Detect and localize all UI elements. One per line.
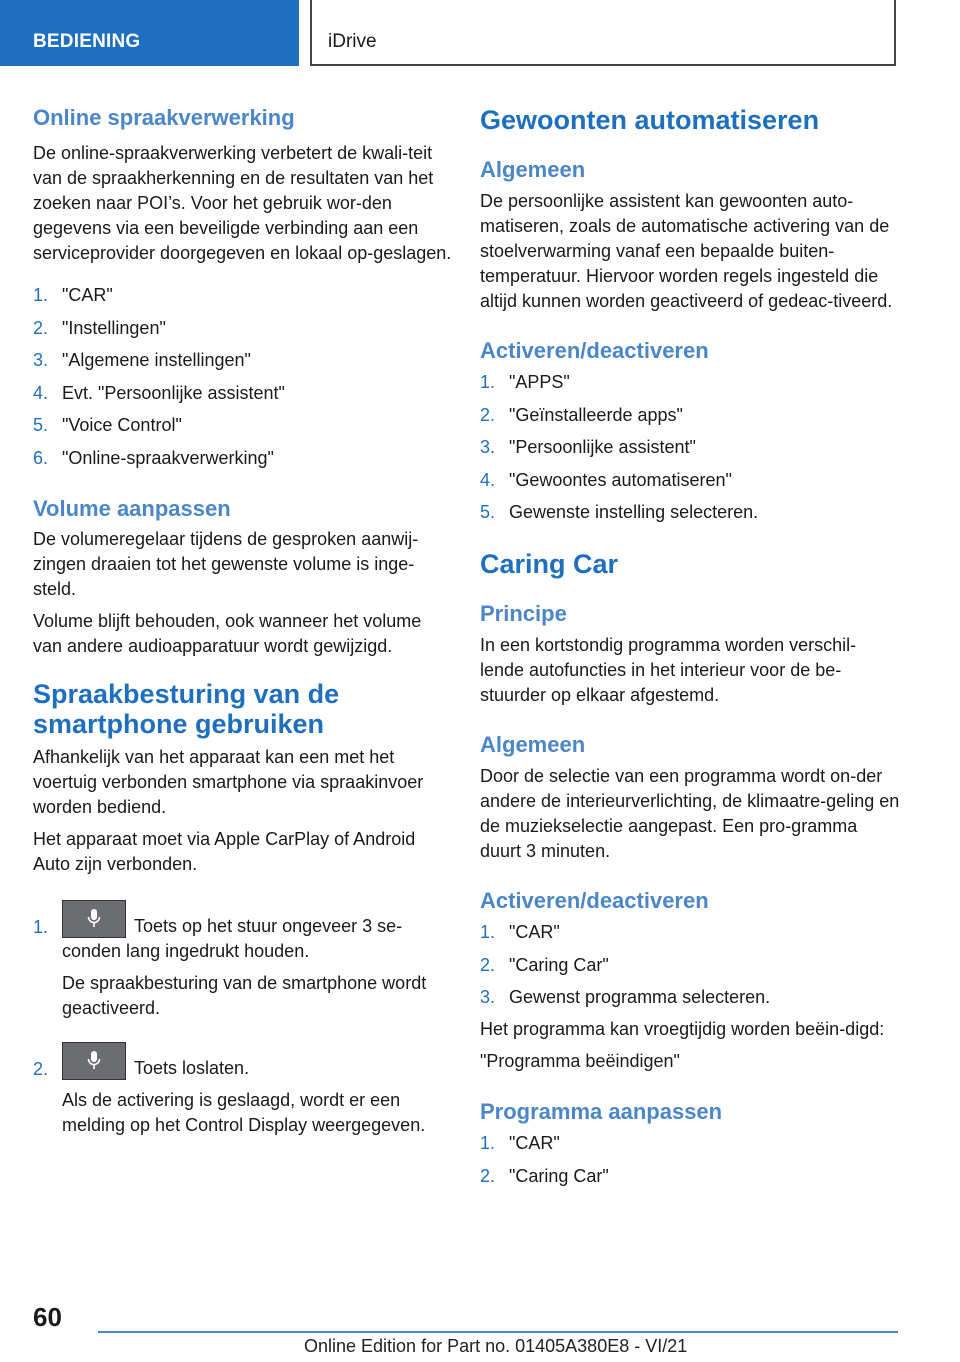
paragraph-principe: In een kortstondig programma worden verschil-lende autofuncties in het interieur voor de be-stuurder op elkaar afgestemd.: [480, 635, 857, 705]
subheading-algemeen: Algemeen: [480, 157, 586, 182]
list-item: 4. "Gewoontes automatiseren": [480, 469, 732, 490]
list-item: 2. "Geïnstalleerde apps": [480, 404, 683, 425]
microphone-icon: [62, 1042, 126, 1080]
page-header: [0, 0, 960, 66]
paragraph-smartphone-2: Het apparaat moet via Apple CarPlay of Android Auto zijn verbonden.: [33, 828, 416, 874]
list-item: 5. Gewenste instelling selecteren.: [480, 502, 759, 522]
left-column: [33, 100, 453, 1138]
subheading-activeren-caring: Activeren/deactiveren: [480, 888, 709, 913]
list-item: 1. "APPS": [480, 372, 570, 392]
subheading-principe: Principe: [480, 601, 567, 626]
list-item: 2. Toets loslaten. Als de activering is geslaagd, wordt er een melding op het Control Display weergegeven.: [33, 1042, 453, 1138]
steps-caring: [480, 920, 900, 1010]
heading-caring-car: Caring Car: [480, 549, 619, 579]
footer-edition: Online Edition for Part no. 01405A380E8 - VI/21: [304, 1336, 688, 1356]
microphone-icon: [62, 900, 126, 938]
paragraph-gewoonten: De persoonlijke assistent kan gewoonten auto-matiseren, zoals de automatische activering van de stoelverwarming vanaf een bepaalde buiten-temperatuur. Hiervoor worden regels ingesteld die altijd kunnen worden geactiveerd of gedeac-tiveerd.: [480, 191, 893, 311]
step-note: Als de activering is geslaagd, wordt er een melding op het Control Display weergegeven.: [62, 1089, 426, 1135]
heading-spraakbesturing-smartphone: Spraakbesturing van de smartphone gebruiken: [33, 678, 340, 739]
section-tab: BEDIENING: [0, 0, 299, 66]
heading-gewoonten-automatiseren: Gewoonten automatiseren: [480, 105, 820, 135]
paragraph-caring-algemeen: Door de selectie van een programma wordt on-der andere de interieurverlichting, de klimaatre-geling en de muziekselectie aangepast. Een pro-gramma duurt 3 minuten.: [480, 766, 900, 861]
footer-divider: [98, 1331, 898, 1333]
list-item: 2. "Caring Car": [480, 954, 609, 975]
heading-online-spraakverwerking: Online spraakverwerking: [33, 105, 295, 130]
list-item: 2. "Caring Car": [480, 1165, 609, 1186]
paragraph-smartphone-1: Afhankelijk van het apparaat kan een met het voertuig verbonden smartphone via spraakinvoer worden bediend.: [33, 746, 424, 817]
list-item: 1. "CAR": [480, 1133, 560, 1153]
list-item: 1. Toets op het stuur ongeveer 3 se-conden lang ingedrukt houden. De spraakbesturing van de smartphone wordt geactiveerd.: [33, 900, 453, 1021]
subsection-tab: iDrive: [310, 0, 896, 66]
list-item: 6. "Online-spraakverwerking": [33, 447, 274, 468]
steps-programma-aanpassen: [480, 1131, 900, 1189]
paragraph-online-spraakverwerking: De online-spraakverwerking verbetert de kwali-teit van de spraakherkenning en de resultaten van het zoeken naar POI’s. Voor het gebruik wor-den gegevens via een beveiligde verbinding aan een serviceprovider doorgegeven en lokaal op-geslagen.: [33, 143, 452, 263]
step-note: De spraakbesturing van de smartphone wordt geactiveerd.: [62, 972, 427, 1018]
list-item: 4. Evt. "Persoonlijke assistent": [33, 382, 285, 403]
subheading-activeren-deactiveren: Activeren/deactiveren: [480, 338, 709, 363]
list-item: 3. "Algemene instellingen": [33, 350, 251, 370]
steps-online-spraakverwerking: [33, 283, 453, 471]
subheading-algemeen-caring: Algemeen: [480, 732, 586, 757]
paragraph-programma-beeindigen: "Programma beëindigen": [480, 1051, 680, 1071]
list-item: 3. Gewenst programma selecteren.: [480, 987, 771, 1007]
list-item: 2. "Instellingen": [33, 317, 166, 338]
list-item: 1. "CAR": [33, 285, 113, 305]
right-column: [480, 100, 900, 1189]
paragraph-volume-2: Volume blijft behouden, ook wanneer het volume van andere audioapparatuur wordt gewijzigd.: [33, 610, 422, 656]
list-item: 3. "Persoonlijke assistent": [480, 437, 696, 457]
steps-gewoonten: [480, 370, 900, 525]
list-item: 1. "CAR": [480, 922, 560, 942]
paragraph-volume-1: De volumeregelaar tijdens de gesproken aanwij-zingen draaien tot het gewenste volume is inge-steld.: [33, 528, 419, 599]
list-item: 5. "Voice Control": [33, 415, 182, 435]
subheading-programma-aanpassen: Programma aanpassen: [480, 1099, 723, 1124]
paragraph-vroegtijdig: Het programma kan vroegtijdig worden beëin-digd:: [480, 1019, 885, 1039]
heading-volume-aanpassen: Volume aanpassen: [33, 495, 231, 521]
page-number: 60: [33, 1302, 62, 1332]
